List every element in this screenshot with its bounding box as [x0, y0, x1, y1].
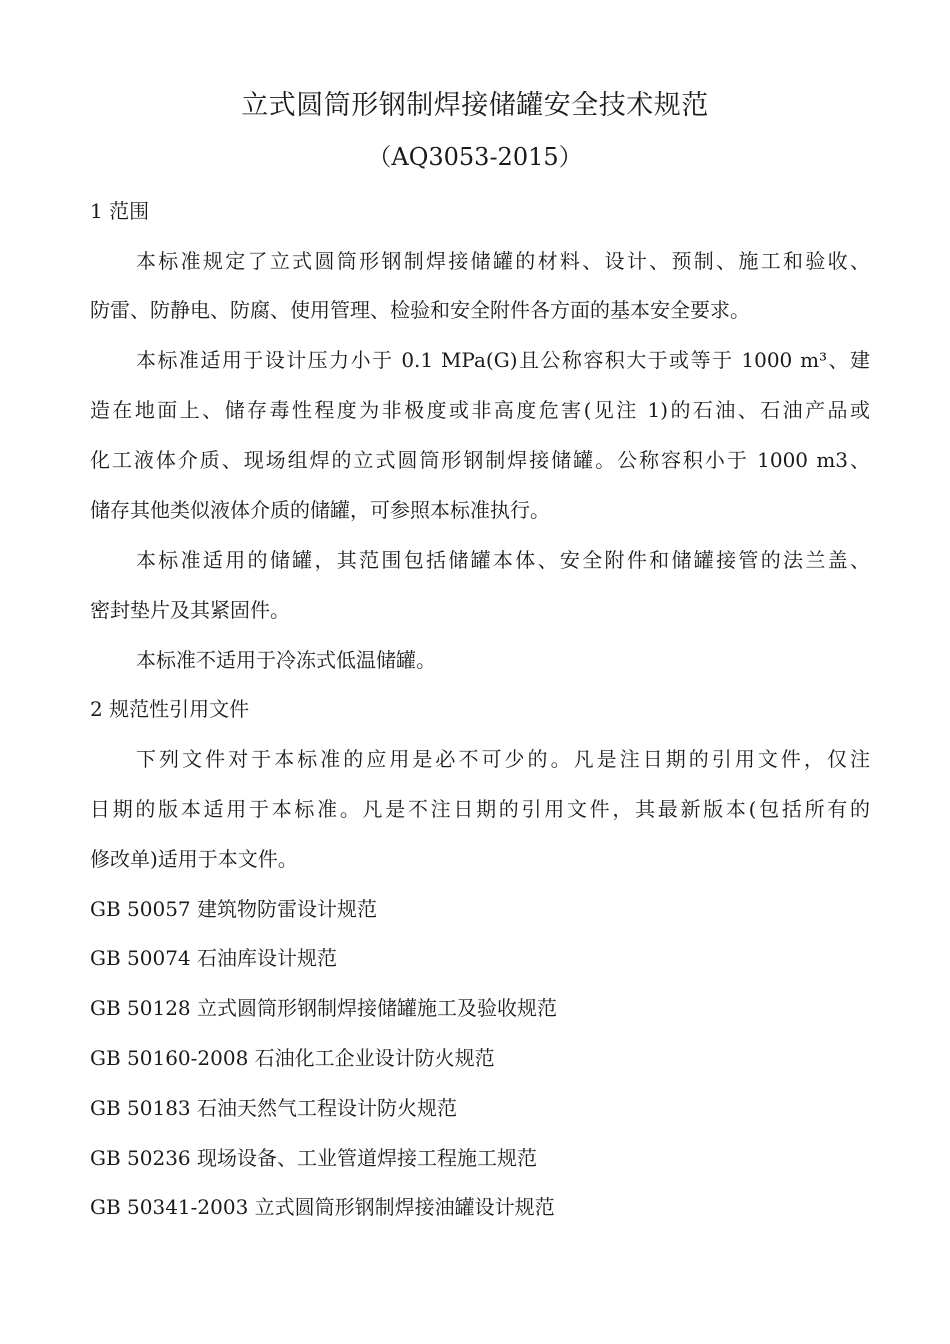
- paragraph-line: 本标准规定了立式圆筒形钢制焊接储罐的材料、设计、预制、施工和验收、: [136, 249, 870, 273]
- paragraph-line: 防雷、防静电、防腐、使用管理、检验和安全附件各方面的基本安全要求。: [90, 298, 750, 322]
- paragraph-line: 储存其他类似液体介质的储罐，可参照本标准执行。: [90, 498, 550, 522]
- reference-item: GB 50341-2003 立式圆筒形钢制焊接油罐设计规范: [90, 1195, 555, 1219]
- reference-item: GB 50160-2008 石油化工企业设计防火规范: [90, 1046, 495, 1070]
- paragraph-line: 下列文件对于本标准的应用是必不可少的。凡是注日期的引用文件，仅注: [136, 747, 870, 771]
- reference-item: GB 50183 石油天然气工程设计防火规范: [90, 1096, 458, 1120]
- document-title: 立式圆筒形钢制焊接储罐安全技术规范: [241, 90, 709, 121]
- reference-item: GB 50074 石油库设计规范: [90, 946, 338, 970]
- section-heading-scope: 1 范围: [90, 199, 150, 223]
- paragraph-line: 密封垫片及其紧固件。: [90, 598, 290, 622]
- section-heading-normative-references: 2 规范性引用文件: [90, 697, 250, 721]
- paragraph-line: 日期的版本适用于本标准。凡是不注日期的引用文件，其最新版本(包括所有的: [90, 797, 870, 821]
- reference-item: GB 50236 现场设备、工业管道焊接工程施工规范: [90, 1146, 538, 1170]
- reference-item: GB 50128 立式圆筒形钢制焊接储罐施工及验收规范: [90, 996, 558, 1020]
- paragraph-line: 本标准不适用于冷冻式低温储罐。: [136, 648, 436, 672]
- paragraph-line: 本标准适用的储罐，其范围包括储罐本体、安全附件和储罐接管的法兰盖、: [136, 548, 870, 572]
- reference-item: GB 50057 建筑物防雷设计规范: [90, 897, 378, 921]
- paragraph-line: 本标准适用于设计压力小于 0.1 MPa(G)且公称容积大于或等于 1000 m³、建: [136, 348, 870, 372]
- paragraph-line: 化工液体介质、现场组焊的立式圆筒形钢制焊接储罐。公称容积小于 1000 m3、: [90, 448, 870, 472]
- paragraph-line: 造在地面上、储存毒性程度为非极度或非高度危害(见注 1)的石油、石油产品或: [90, 398, 870, 422]
- document-subtitle: （AQ3053-2015）: [367, 143, 583, 171]
- paragraph-line: 修改单)适用于本文件。: [90, 847, 298, 871]
